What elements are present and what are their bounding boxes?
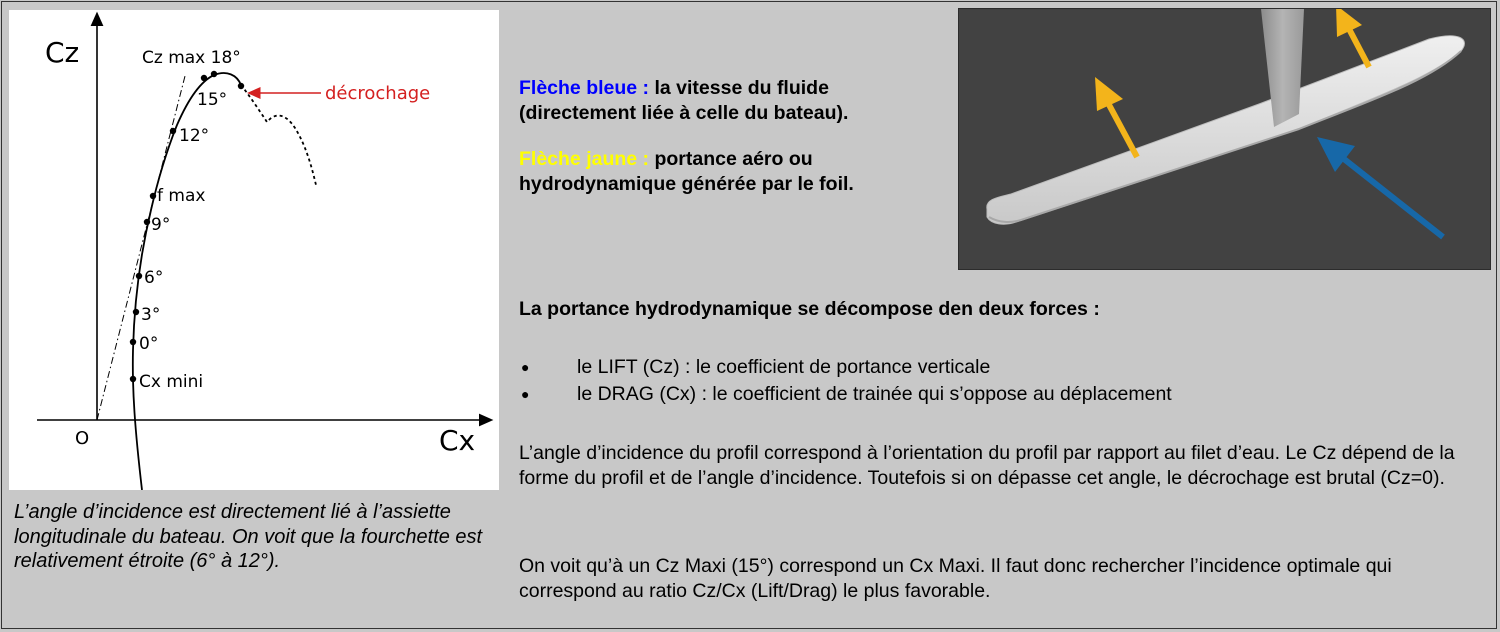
- point-3: [133, 309, 139, 315]
- stall-curve: [241, 85, 316, 185]
- polar-svg: [9, 10, 499, 490]
- list-item: [519, 381, 1479, 408]
- arrow-legend: [519, 76, 949, 218]
- blue-arrow-title: Flèche bleue :: [519, 77, 650, 99]
- foil-image: [958, 8, 1491, 270]
- forces-list: [519, 354, 1479, 408]
- x-axis-label: Cx: [439, 424, 476, 457]
- label-15: 15°: [197, 90, 228, 110]
- tangent-line: [97, 76, 185, 420]
- blue-arrow-text: la vitesse du fluide (directement liée à celle du bateau).: [519, 77, 849, 124]
- yellow-arrow-1: [1095, 77, 1137, 157]
- label-9: 9°: [151, 215, 171, 235]
- stall-label: décrochage: [325, 83, 431, 104]
- point-12: [170, 128, 176, 134]
- point-6: [136, 273, 142, 279]
- bullet-text-lift: le LIFT (Cz) : le coefficient de portance verticale: [577, 356, 991, 378]
- label-cz-max: Cz max 18°: [142, 48, 241, 68]
- point-cx-mini: [130, 376, 136, 382]
- point-9: [144, 219, 150, 225]
- yellow-arrow-2: [1336, 9, 1369, 67]
- point-15: [238, 83, 244, 89]
- paragraph-optimum: On voit qu’à un Cz Maxi (15°) correspond un Cx Maxi. Il faut donc rechercher l’incidence optimale qui correspond au ratio Cz/Cx (Lift/Drag) le plus favorable.: [519, 555, 1392, 602]
- label-12: 12°: [179, 126, 210, 146]
- yellow-arrow-title: Flèche jaune :: [519, 148, 650, 170]
- blue-arrow-legend: [519, 76, 949, 126]
- point-0: [130, 339, 136, 345]
- blue-arrow: [1317, 137, 1443, 237]
- origin-label: O: [75, 428, 90, 449]
- label-3: 3°: [141, 305, 161, 325]
- label-cx-mini: Cx mini: [139, 372, 204, 392]
- label-f-max: f max: [157, 186, 206, 206]
- polar-diagram: [9, 10, 499, 490]
- list-item: [519, 354, 1479, 381]
- point-cz-max-1: [201, 75, 207, 81]
- bullet-icon: ●: [521, 386, 530, 402]
- bullet-icon: ●: [521, 359, 530, 375]
- label-6: 6°: [144, 268, 164, 288]
- point-cz-max-2: [211, 71, 217, 77]
- section-heading: La portance hydrodynamique se décompose den deux forces :: [519, 298, 1100, 320]
- paragraph-incidence: L’angle d’incidence du profil correspond à l’orientation du profil par rapport au filet d’eau. Le Cz dépend de la forme du profil et de l’angle d’incidence. Toutefois si on dépasse cet angle, le décrochage est brutal (Cz=0).: [519, 442, 1455, 489]
- y-axis-label: Cz: [45, 36, 80, 69]
- point-f-max: [150, 193, 156, 199]
- diagram-caption: L’angle d’incidence est directement lié à l’assiette longitudinale du bateau. On voit que la fourchette est relativement étroite (6° à 12°).: [14, 501, 483, 572]
- bullet-text-drag: le DRAG (Cx) : le coefficient de trainée qui s’oppose au déplacement: [577, 383, 1172, 405]
- label-0: 0°: [139, 334, 159, 354]
- foil-illustration: [959, 9, 1491, 270]
- yellow-arrow-legend: [519, 147, 949, 197]
- yellow-arrow-text: portance aéro ou hydrodynamique générée par le foil.: [519, 148, 854, 195]
